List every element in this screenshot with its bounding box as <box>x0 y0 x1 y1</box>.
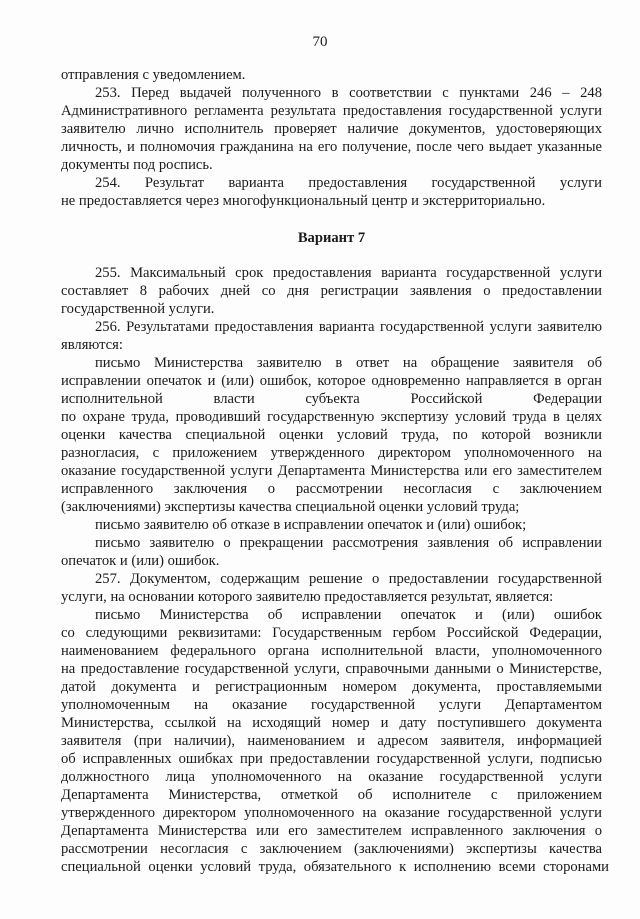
text-line: Департамента Министерства или его заместителем исправленного заключения о <box>61 823 602 839</box>
text-line: государственной услуги. <box>61 301 215 317</box>
text-line: 253. Перед выдачей полученного в соответствии с пунктами 246 – 248 <box>95 85 602 101</box>
text-line: со следующими реквизитами: Государственным гербом Российской Федерации, <box>61 625 602 641</box>
text-line: исполнительной власти субъекта Российской Федерации <box>61 391 602 407</box>
text-line: 257. Документом, содержащим решение о предоставлении государственной <box>95 571 602 587</box>
text-line: 256. Результатами предоставления варианта государственной услуги заявителю <box>95 319 602 335</box>
text-line: датой документа и регистрационным номером документа, проставляемыми <box>61 679 602 695</box>
text-line: заявителю лично исполнитель проверяет наличие документов, удостоверяющих <box>61 121 602 137</box>
text-line: письмо Министерства заявителю в ответ на обращение заявителя об <box>95 355 602 371</box>
text-line: Департамента Министерства, отметкой об исполнителе с приложением <box>61 787 602 803</box>
text-line: письмо заявителю об отказе в исправлении опечаток и (или) ошибок; <box>95 517 527 533</box>
text-line: исправлении опечаток и (или) ошибок, которое одновременно направляется в орган <box>61 373 602 389</box>
text-line: составляет 8 рабочих дней со дня регистрации заявления о предоставлении <box>61 283 602 299</box>
text-line: оказание государственной услуги Департамента Министерства или его заместителем <box>61 463 602 479</box>
section-heading: Вариант 7 <box>297 230 366 246</box>
text-line: уполномоченным на оказание государственной услуги Департаментом <box>61 697 602 713</box>
text-line: должностного лица уполномоченного на оказание государственной услуги <box>61 769 602 785</box>
text-line: документы под роспись. <box>61 157 213 173</box>
text-line: личность, и полномочия гражданина на его получение, после чего выдает указанные <box>61 139 602 155</box>
text-line: 254. Результат варианта предоставления государственной услуги <box>95 175 602 191</box>
text-line: Министерства, ссылкой на исходящий номер и дату поступившего документа <box>61 715 602 731</box>
text-line: специальной оценки условий труда, обязательного к исполнению всеми сторонами <box>61 859 609 875</box>
text-line: письмо заявителю о прекращении рассмотрения заявления об исправлении <box>95 535 602 551</box>
text-line: наименованием федерального органа исполнительной власти, уполномоченного <box>61 643 602 659</box>
text-line: Административного регламента результата предоставления государственной услуги <box>61 103 602 119</box>
text-line: не предоставляется через многофункциональный центр и экстерриториально. <box>61 193 546 209</box>
text-line: утвержденного директором уполномоченного на оказание государственной услуги <box>61 805 602 821</box>
text-line: опечаток и (или) ошибок. <box>61 553 220 569</box>
text-line: по охране труда, проводивший государственную экспертизу условий труда в целях <box>61 409 602 425</box>
text-line: заявителя (при наличии), наименованием и адресом заявителя, информацией <box>61 733 602 749</box>
text-line: разногласия, с приложением утвержденного директором уполномоченного на <box>61 445 602 461</box>
text-line: исправленного заключения о рассмотрении несогласия с заключением <box>61 481 602 497</box>
text-line: письмо Министерства об исправлении опечаток и (или) ошибок <box>95 607 602 623</box>
text-line: услуги, на основании которого заявителю предоставляется результат, является: <box>61 589 554 605</box>
text-line: отправления с уведомлением. <box>61 67 246 83</box>
text-line: (заключениями) экспертизы качества специальной оценки условий труда; <box>61 499 520 515</box>
text-line: являются: <box>61 337 123 353</box>
text-line: рассмотрении несогласия с заключением (заключениями) экспертизы качества <box>61 841 602 857</box>
page-number: 70 <box>312 34 328 50</box>
text-line: оценки качества специальной оценки условий труда, по которой возникли <box>61 427 602 443</box>
text-line: 255. Максимальный срок предоставления варианта государственной услуги <box>95 265 602 281</box>
text-line: на предоставление государственной услуги, справочными данными о Министерстве, <box>61 661 602 677</box>
text-line: об исправленных ошибках при предоставлении государственной услуги, подписью <box>61 751 602 767</box>
